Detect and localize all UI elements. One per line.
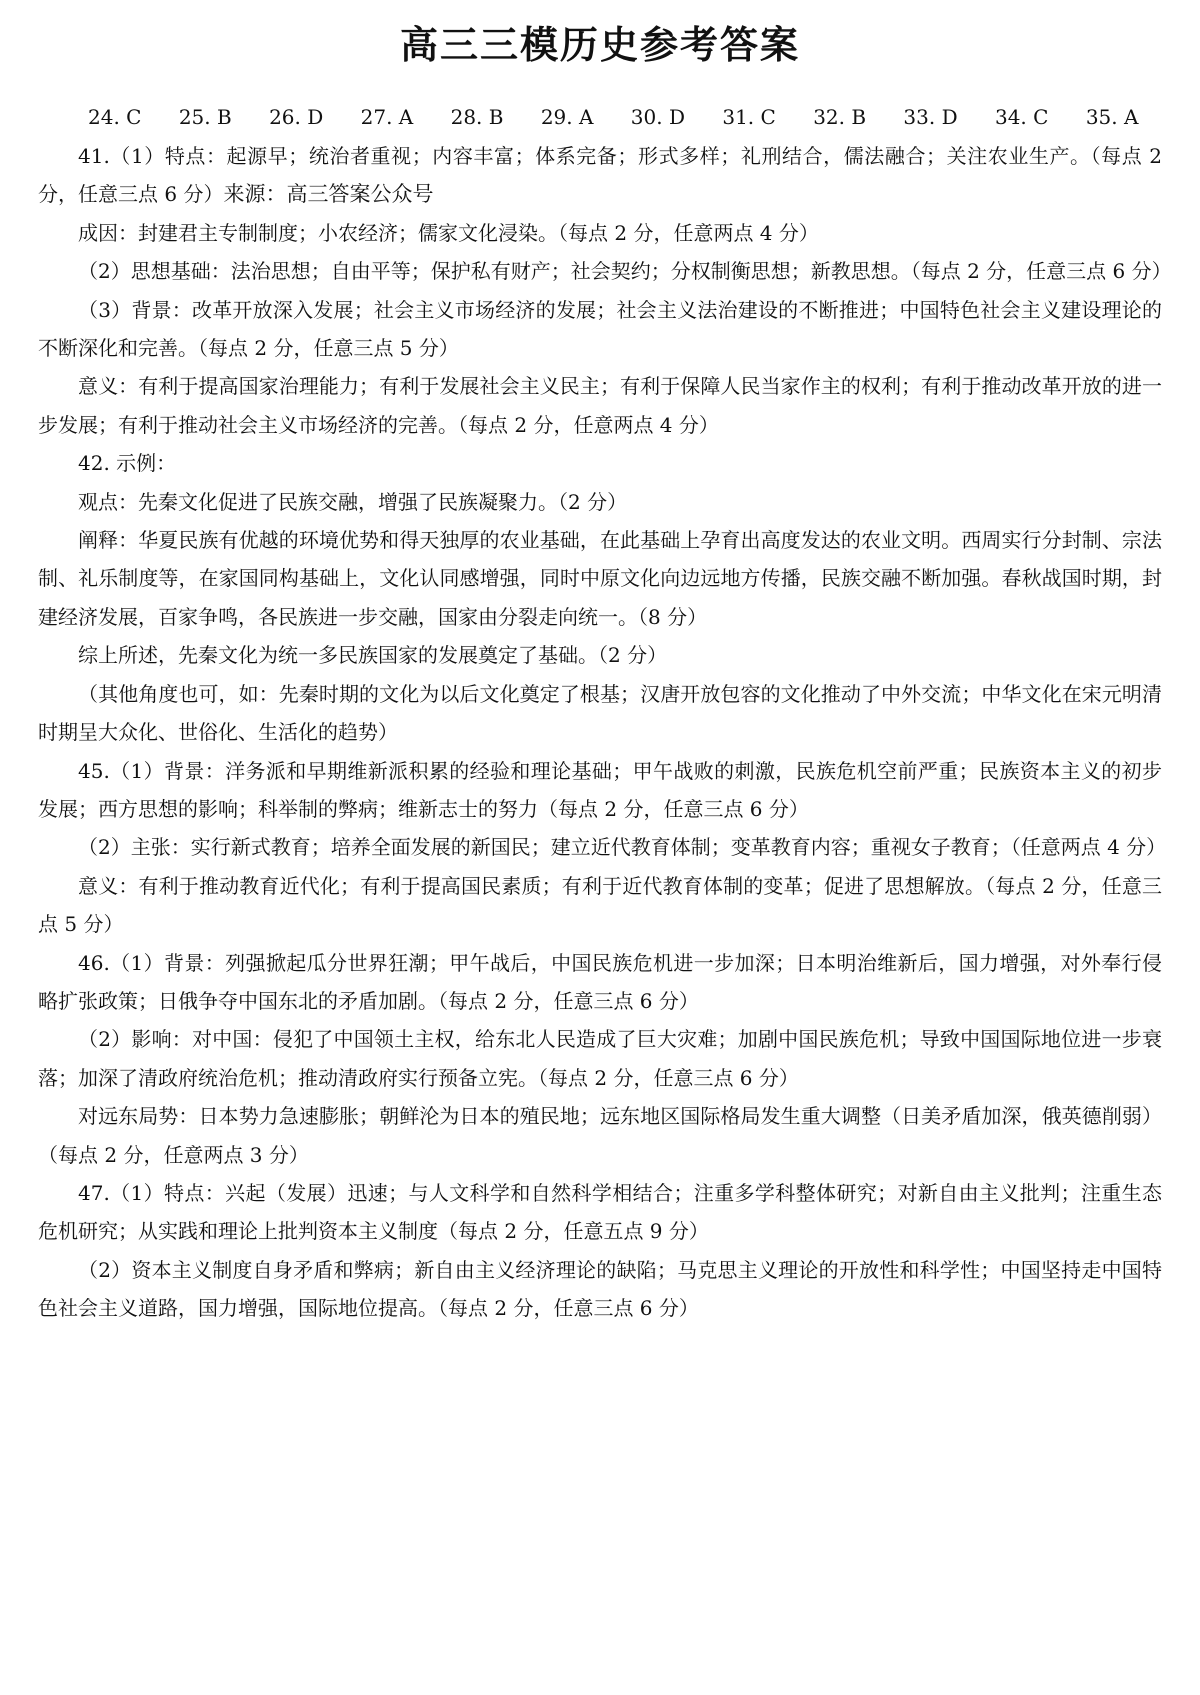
multiple-choice-answers bbox=[38, 102, 1162, 132]
mc-answer-32: 32. B bbox=[813, 105, 867, 129]
q41-part1-text: 41.（1）特点：起源早；统治者重视；内容丰富；体系完备；形式多样；礼刑结合，儒法融合；关注农业生产。（每点 2 分，任意三点 6 分） bbox=[38, 144, 1162, 207]
source-note: 来源：高三答案公众号 bbox=[223, 182, 434, 207]
mc-answer-35: 35. A bbox=[1085, 105, 1139, 129]
answer-sheet-page bbox=[38, 0, 1172, 1328]
q46-far-east: 对远东局势：日本势力急速膨胀；朝鲜沦为日本的殖民地；远东地区国际格局发生重大调整（日美矛盾加深，俄英德削弱）（每点 2 分，任意两点 3 分） bbox=[38, 1104, 1162, 1167]
q45-part1: 45.（1）背景：洋务派和早期维新派积累的经验和理论基础；甲午战败的刺激，民族危机空前严重；民族资本主义的初步发展；西方思想的影响；科举制的弊病；维新志士的努力（每点 2 分，任意三点 6 分） bbox=[38, 758, 1162, 821]
q41-part3-background: （3）背景：改革开放深入发展；社会主义市场经济的发展；社会主义法治建设的不断推进；中国特色社会主义建设理论的不断深化和完善。（每点 2 分，任意三点 5 分） bbox=[38, 297, 1162, 361]
mc-answer-25: 25. B bbox=[178, 105, 232, 129]
q42-other-angles: （其他角度也可，如：先秦时期的文化为以后文化奠定了根基；汉唐开放包容的文化推动了中外交流；中华文化在宋元明清时期呈大众化、世俗化、生活化的趋势） bbox=[38, 681, 1162, 745]
q42-heading: 42. 示例： bbox=[78, 451, 177, 476]
answer-content bbox=[38, 137, 1172, 1328]
q41-part1-features bbox=[38, 137, 1162, 214]
q41-part1-causes: 成因：封建君主专制制度；小农经济；儒家文化浸染。（每点 2 分，任意两点 4 分） bbox=[78, 220, 819, 245]
q42-conclusion: 综上所述，先秦文化为统一多民族国家的发展奠定了基础。（2 分） bbox=[78, 643, 668, 668]
q45-significance: 意义：有利于推动教育近代化；有利于提高国民素质；有利于近代教育体制的变革；促进了思想解放。（每点 2 分，任意三点 5 分） bbox=[38, 873, 1162, 937]
mc-answer-33: 33. D bbox=[903, 105, 958, 129]
q42-explanation: 阐释：华夏民族有优越的环境优势和得天独厚的农业基础，在此基础上孕育出高度发达的农业文明。西周实行分封制、宗法制、礼乐制度等，在家国同构基础上，文化认同感增强，同时中原文化向边远地方传播，民族交融不断加强。春秋战国时期，封建经济发展，百家争鸣，各民族进一步交融，国家由分裂走向统一。（8 分） bbox=[38, 528, 1162, 629]
q41-part2: （2）思想基础：法治思想；自由平等；保护私有财产；社会契约；分权制衡思想；新教思想。（每点 2 分，任意三点 6 分） bbox=[78, 259, 1172, 284]
mc-answer-28: 28. B bbox=[450, 105, 504, 129]
mc-answer-26: 26. D bbox=[269, 105, 324, 129]
q41-part3-significance: 意义：有利于提高国家治理能力；有利于发展社会主义民主；有利于保障人民当家作主的权利；有利于推动改革开放的进一步发展；有利于推动社会主义市场经济的完善。（每点 2 分，任意两点 4 分） bbox=[38, 374, 1162, 437]
mc-answer-30: 30. D bbox=[630, 105, 685, 129]
mc-answer-29: 29. A bbox=[540, 105, 594, 129]
q45-part2: （2）主张：实行新式教育；培养全面发展的新国民；建立近代教育体制；变革教育内容；重视女子教育；（任意两点 4 分） bbox=[78, 835, 1167, 860]
page-title: 高三三模历史参考答案 bbox=[399, 22, 800, 67]
mc-answer-24: 24. C bbox=[88, 105, 142, 129]
q46-part2: （2）影响：对中国：侵犯了中国领土主权，给东北人民造成了巨大灾难；加剧中国民族危机；导致中国国际地位进一步衰落；加深了清政府统治危机；推动清政府实行预备立宪。（每点 2 分，任意三点 6 分） bbox=[38, 1027, 1162, 1090]
q47-part2: （2）资本主义制度自身矛盾和弊病；新自由主义经济理论的缺陷；马克思主义理论的开放性和科学性；中国坚持走中国特色社会主义道路，国力增强，国际地位提高。（每点 2 分，任意三点 6 分） bbox=[38, 1257, 1162, 1321]
q47-part1: 47.（1）特点：兴起（发展）迅速；与人文科学和自然科学相结合；注重多学科整体研究；对新自由主义批判；注重生态危机研究；从实践和理论上批判资本主义制度（每点 2 分，任意五点 9 分） bbox=[38, 1180, 1162, 1244]
mc-answer-34: 34. C bbox=[994, 105, 1049, 129]
q46-part1: 46.（1）背景：列强掀起瓜分世界狂潮；甲午战后，中国民族危机进一步加深；日本明治维新后，国力增强，对外奉行侵略扩张政策；日俄争夺中国东北的矛盾加剧。（每点 2 分，任意三点 6 分） bbox=[38, 950, 1162, 1013]
mc-answer-31: 31. C bbox=[722, 105, 776, 129]
q42-viewpoint: 观点：先秦文化促进了民族交融，增强了民族凝聚力。（2 分） bbox=[78, 489, 628, 514]
mc-answer-27: 27. A bbox=[360, 105, 414, 129]
